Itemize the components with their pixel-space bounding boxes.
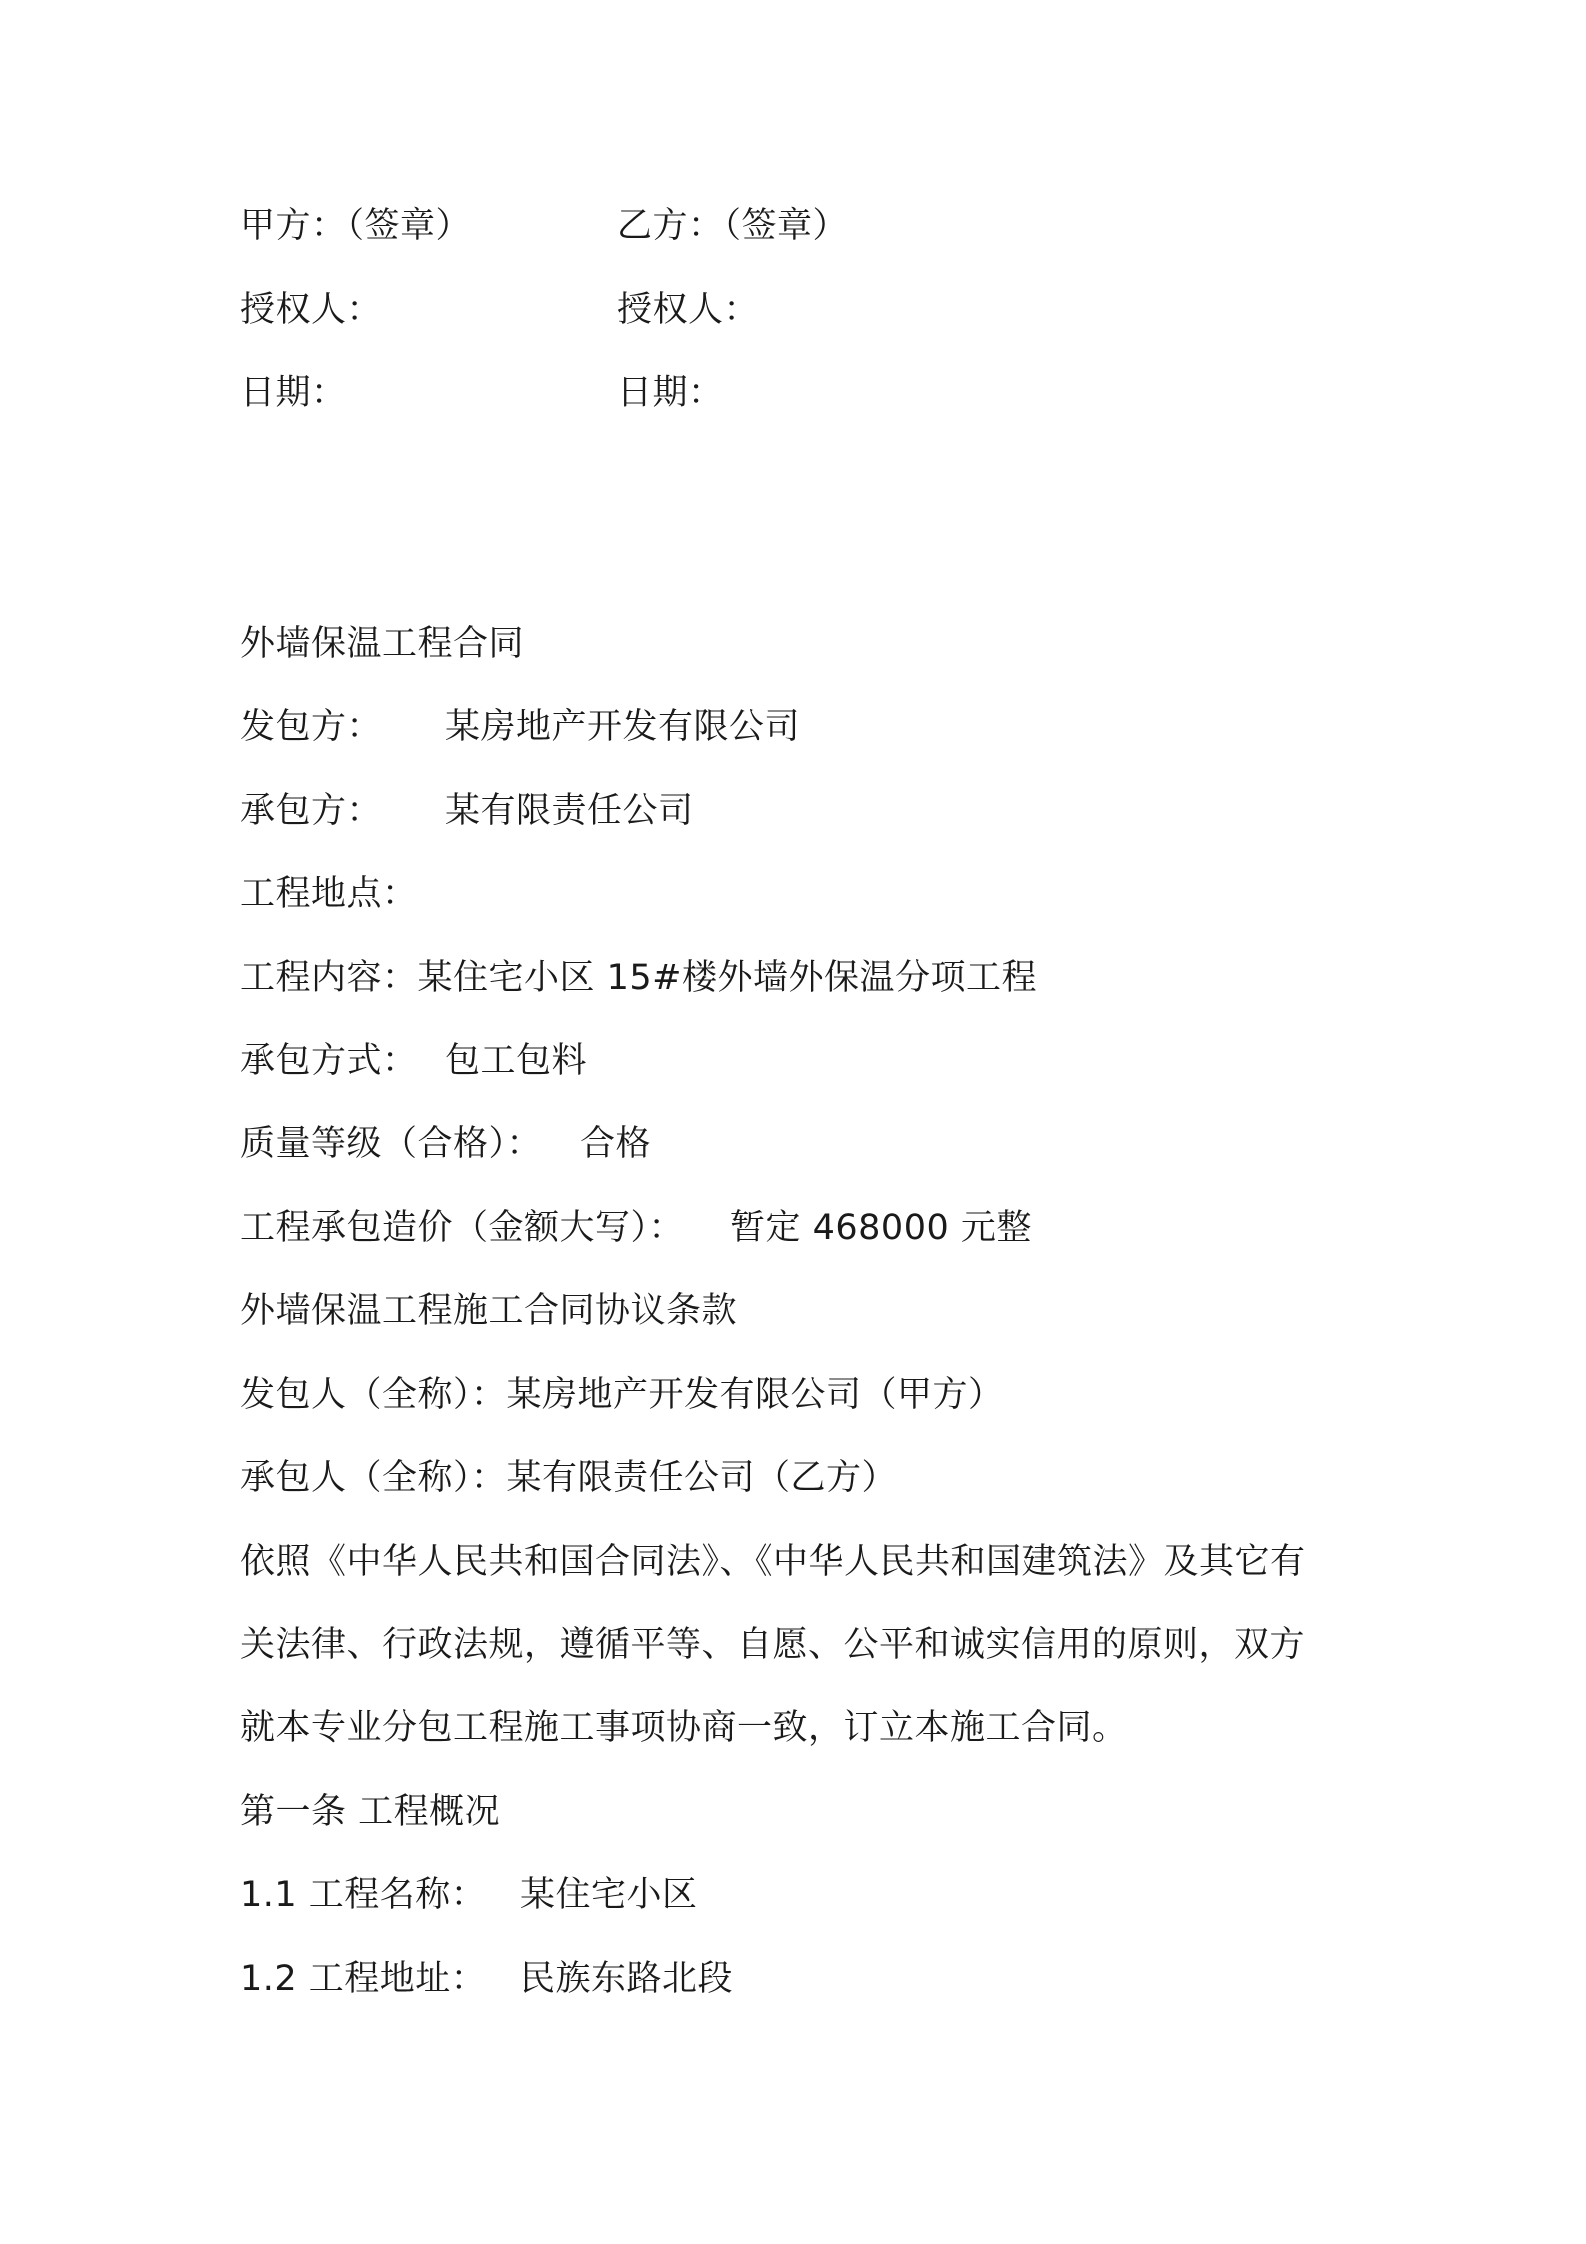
contractor-label: 承包方： [240,791,383,831]
article-1-heading: 第一条 工程概况 [240,1792,501,1832]
party-a-authorized-label: 授权人： [240,290,383,330]
project-name-value: 某住宅小区 [520,1875,698,1915]
contractor-full-name: 承包人（全称）：某有限责任公司（乙方） [240,1458,898,1498]
quality-value: 合格 [580,1124,652,1164]
party-b-signature-label: 乙方：（签章） [617,206,849,246]
party-b-date-label: 日期： [617,373,724,413]
employer-row [240,705,801,749]
preamble-line: 就本专业分包工程施工事项协商一致，订立本施工合同。 [240,1708,1128,1748]
content-line: 工程内容：某住宅小区 15#楼外墙外保温分项工程 [240,958,1037,998]
party-a-signature-label: 甲方：（签章） [240,206,472,246]
price-row [240,1206,1032,1250]
mode-label: 承包方式： [240,1041,418,1081]
agreement-title: 外墙保温工程施工合同协议条款 [240,1291,738,1331]
price-value: 暂定 468000 元整 [730,1208,1032,1248]
article-1-item-2 [240,1957,734,2001]
quality-label: 质量等级（合格）： [240,1124,543,1164]
site-label: 工程地点： [240,874,418,914]
mode-row [240,1039,588,1083]
preamble-line: 依照《中华人民共和国合同法》、《中华人民共和国建筑法》及其它有 [240,1542,1306,1582]
party-b-authorized-label: 授权人： [617,290,760,330]
employer-value: 某房地产开发有限公司 [445,707,801,747]
project-address-value: 民族东路北段 [520,1959,734,1999]
quality-row [240,1122,652,1166]
party-a-date-label: 日期： [240,373,347,413]
price-label: 工程承包造价（金额大写）： [240,1208,685,1248]
employer-label: 发包方： [240,707,383,747]
contract-title: 外墙保温工程合同 [240,624,525,664]
project-address-label: 1.2 工程地址： [240,1959,487,1999]
contractor-value: 某有限责任公司 [445,791,694,831]
project-name-label: 1.1 工程名称： [240,1875,487,1915]
contractor-row [240,789,694,833]
preamble-line: 关法律、行政法规，遵循平等、自愿、公平和诚实信用的原则，双方 [240,1625,1306,1665]
mode-value: 包工包料 [445,1041,588,1081]
employer-full-name: 发包人（全称）：某房地产开发有限公司（甲方） [240,1375,1004,1415]
article-1-item-1 [240,1873,698,1917]
